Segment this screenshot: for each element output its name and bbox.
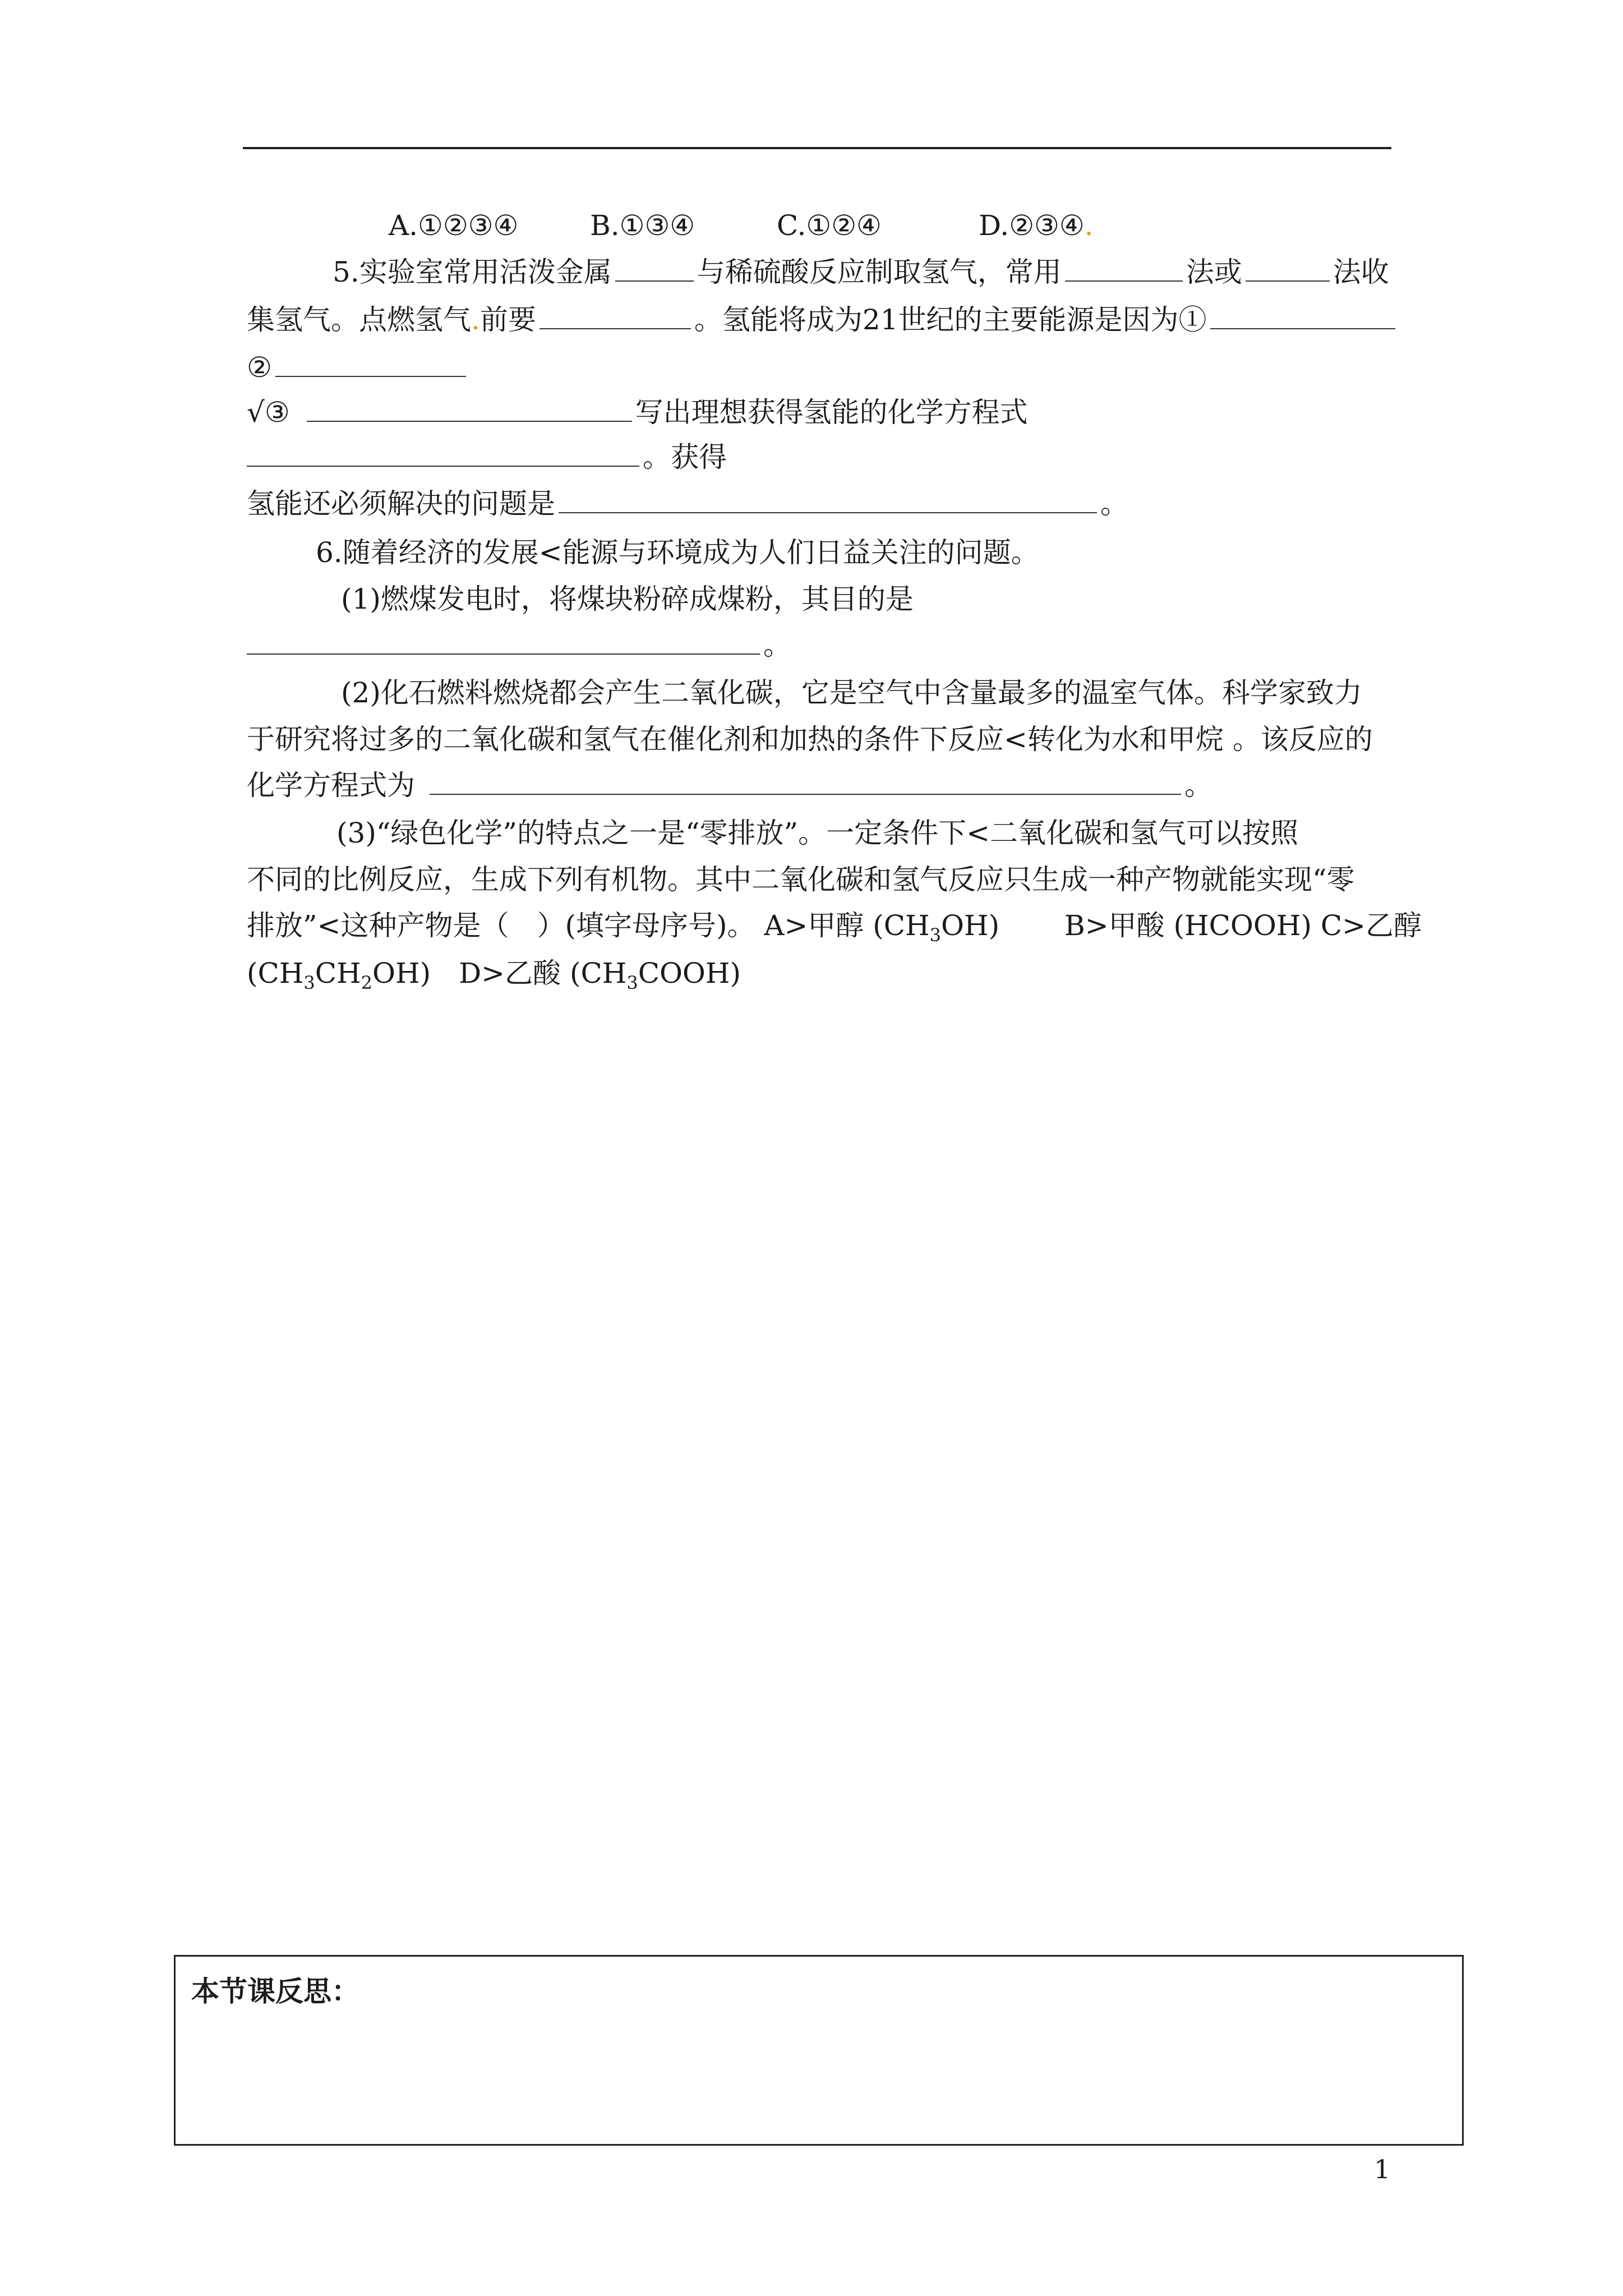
q5-text-2b: 前要 [479,303,536,336]
q6-part-2-line-1: (2)化石燃料燃烧都会产生二氧化碳，它是空气中含量最多的温室气体。科学家致力 [341,677,1362,709]
q5-line-2 [247,303,1399,337]
q6-part-2-line-3 [247,769,1212,802]
blank-reason-2 [275,351,466,377]
q5-line-4 [247,395,1028,429]
q6-part-3-line-2: 不同的比例反应，生成下列有机物。其中二氧化碳和氢气反应只生成一种产物就能实现“零 [247,863,1355,896]
q5-text-2a: 集氢气。点燃氢气 [247,303,471,336]
q5-text-1a: 5.实验室常用活泼金属 [333,256,612,288]
q6-part-3-text-3a: 排放”<这种产物是（ ）(填字母序号)。 A>甲醇 (CH [247,909,930,942]
option-d [979,209,1094,242]
q6-part-3-line-4 [247,956,741,1000]
blank-reason-1 [1210,303,1395,329]
q6-intro: 6.随着经济的发展<能源与环境成为人们日益关注的问题。 [316,536,1039,569]
q6-part-3-text-4d: COOH) [638,957,741,990]
subscript: 3 [929,924,941,946]
header-rule [243,147,1391,149]
q5-line-6 [247,487,1128,521]
blank-equation [247,441,639,467]
reflection-box [174,1955,1464,2146]
blank-metal [615,256,694,282]
option-d-text: D.②③④ [979,209,1085,242]
subscript: 3 [303,972,315,993]
q5-text-6b: 。 [1100,487,1128,520]
q5-text-1d: 法收 [1332,256,1389,288]
q6-part-3-text-4c: OH) D>乙酸 (CH [372,957,627,990]
q5-text-2c: 。氢能将成为21世纪的主要能源是因为① [694,303,1207,336]
q6-part-2-text-3a: 化学方程式为 [247,769,415,802]
q5-line-5 [247,440,727,474]
q5-text-1c: 法或 [1186,256,1242,288]
q6-part-2-line-2: 于研究将过多的二氧化碳和氢气在催化剂和加热的条件下反应<转化为水和甲烷 。该反应的 [247,723,1373,756]
q6-part-3-text-3b: OH) B>甲酸 (HCOOH) C>乙醇 [941,909,1422,942]
q6-part-1-answer [247,628,791,662]
q5-text-3: ② [247,351,272,384]
page-number: 1 [1374,2154,1391,2184]
q5-line-3 [247,351,469,384]
subscript: 2 [361,972,372,993]
q5-text-5: 。获得 [643,441,727,473]
stray-dot-2: . [471,303,480,336]
stray-dot: . [1084,209,1094,242]
q5-mark: √③ [247,396,290,429]
q5-text-6a: 氢能还必须解决的问题是 [247,487,555,520]
q6-part-1: (1)燃煤发电时，将煤块粉碎成煤粉，其目的是 [341,583,914,615]
q6-part-1-end: 。 [763,629,791,661]
blank-part-1 [247,629,760,655]
q5-line-1 [333,255,1389,289]
blank-method-2 [1246,256,1330,282]
blank-before-ignite [540,303,691,329]
q6-part-2-text-3b: 。 [1184,769,1212,802]
subscript: 3 [626,972,638,993]
blank-method-1 [1065,256,1183,282]
q5-text-1b: 与稀硫酸反应制取氢气，常用 [697,256,1062,288]
q6-part-3-text-4b: CH [315,957,361,990]
q6-part-3-line-3 [247,909,1422,952]
reflection-title: 本节课反思： [191,1975,359,2008]
q6-part-3-line-1: (3)“绿色化学”的特点之一是“零排放”。一定条件下<二氧化碳和氢气可以按照 [336,817,1298,849]
blank-part-2-equation [430,769,1181,795]
blank-problem [559,487,1097,513]
q5-text-4b: 写出理想获得氢能的化学方程式 [635,396,1028,429]
option-a: A.①②③④ [389,209,519,242]
q6-part-3-text-4a: (CH [247,957,304,990]
blank-reason-3 [307,396,632,422]
option-b: B.①③④ [590,209,695,242]
option-c: C.①②④ [777,209,882,242]
